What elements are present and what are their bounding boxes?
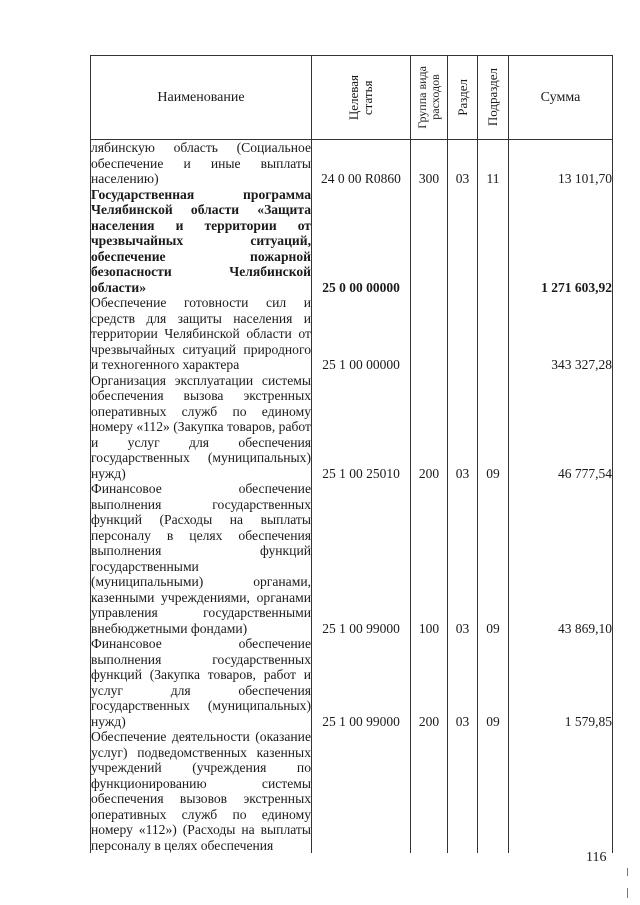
- row-group: 200: [411, 636, 448, 729]
- row-target: 25 1 00 99000: [312, 481, 411, 636]
- row-target: 25 0 00 00000: [312, 187, 411, 296]
- scan-edge-mark: [627, 888, 628, 898]
- page-number: 116: [586, 850, 607, 865]
- header-group-line1: Группа вида: [415, 66, 429, 129]
- row-subsection: [478, 729, 509, 853]
- header-target-article: [312, 56, 411, 140]
- header-target-line2: статья: [360, 80, 375, 115]
- row-section: 03: [448, 140, 478, 187]
- row-name: Обеспечение готовности сил и средств для защиты населения и территории Челябинской области от чрезвычайных ситуаций природного и техногенного характера: [91, 295, 311, 372]
- row-target: 25 1 00 25010: [312, 373, 411, 482]
- row-section: 03: [448, 373, 478, 482]
- row-subsection: [478, 295, 509, 373]
- header-group-line2: расходов: [428, 74, 442, 121]
- row-name: Организация эксплуатации системы обеспечения вызова экстренных оперативных служб по единому номеру «112» (Закупка товаров, работ и услуг для обеспечения государственных (муниципальных) нужд): [91, 372, 311, 481]
- row-sum: [509, 729, 613, 853]
- row-target: 25 1 00 99000: [312, 636, 411, 729]
- table-row: [91, 140, 613, 187]
- table-row: [91, 373, 613, 482]
- row-name: Обеспечение деятельности (оказание услуг) подведомственных казенных учреждений (учреждения по функционированию системы обеспечения вызовов экстренных оперативных служб по единому номеру «112») (Расходы на выплаты персоналу в целях обеспечения: [91, 729, 311, 853]
- row-group: 100: [411, 481, 448, 636]
- header-section: [448, 56, 478, 140]
- header-expense-group: [411, 56, 448, 140]
- header-name: Наименование: [91, 56, 312, 140]
- row-sum: 46 777,54: [509, 373, 613, 482]
- row-subsection: 11: [478, 140, 509, 187]
- row-target: [312, 729, 411, 853]
- row-name: лябинскую область (Социальное обеспечение и иные выплаты населению): [91, 140, 311, 186]
- row-sum: 13 101,70: [509, 140, 613, 187]
- table-row: [91, 481, 613, 636]
- row-group: [411, 729, 448, 853]
- header-section-label: Раздел: [454, 79, 470, 116]
- row-name: Государственная программа Челябинской области «Защита населения и территории от чрезвычайных ситуаций, обеспечение пожарной безопасности Челябинской области»: [91, 186, 311, 295]
- row-subsection: [478, 187, 509, 296]
- header-subsection: [478, 56, 509, 140]
- row-sum: 1 579,85: [509, 636, 613, 729]
- header-subsection-label: Подраздел: [485, 68, 500, 127]
- scan-edge-mark: [627, 868, 628, 876]
- budget-table: [90, 55, 613, 853]
- row-section: [448, 187, 478, 296]
- row-target: 25 1 00 00000: [312, 295, 411, 373]
- row-sum: 343 327,28: [509, 295, 613, 373]
- row-group: 300: [411, 140, 448, 187]
- header-sum: Сумма: [509, 56, 613, 140]
- table-row: [91, 187, 613, 296]
- row-section: 03: [448, 481, 478, 636]
- row-name: Финансовое обеспечение выполнения государственных функций (Закупка товаров, работ и услуг для обеспечения государственных (муниципальных) нужд): [91, 636, 311, 729]
- row-section: [448, 729, 478, 853]
- row-subsection: 09: [478, 636, 509, 729]
- table-row: [91, 729, 613, 853]
- row-target: 24 0 00 R0860: [312, 140, 411, 187]
- table-row: [91, 636, 613, 729]
- header-row: [91, 56, 613, 140]
- row-sum: 1 271 603,92: [509, 187, 613, 296]
- row-section: 03: [448, 636, 478, 729]
- row-sum: 43 869,10: [509, 481, 613, 636]
- row-subsection: 09: [478, 481, 509, 636]
- table-row: [91, 295, 613, 373]
- row-group: 200: [411, 373, 448, 482]
- header-target-line1: Целевая: [346, 74, 361, 121]
- row-section: [448, 295, 478, 373]
- row-group: [411, 295, 448, 373]
- row-group: [411, 187, 448, 296]
- row-name: Финансовое обеспечение выполнения государственных функций (Расходы на выплаты персоналу в целях обеспечения выполнения функций государственными (муниципальными) органами, казенными учреждениями, органами управления государственными внебюджетными фондами): [91, 481, 311, 636]
- row-subsection: 09: [478, 373, 509, 482]
